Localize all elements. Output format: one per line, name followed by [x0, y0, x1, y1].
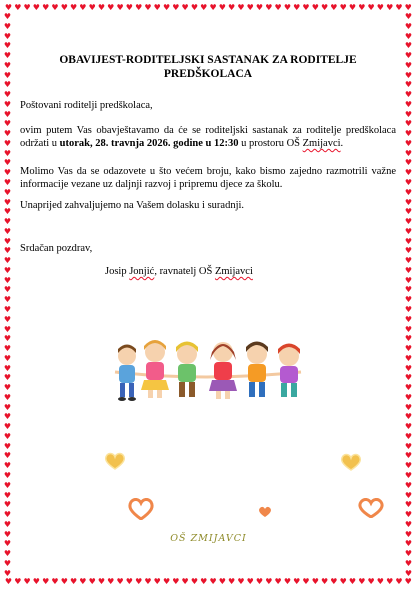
border-heart-icon: ♥	[3, 236, 12, 246]
border-heart-icon: ♥	[404, 519, 413, 529]
border-heart-icon: ♥	[265, 3, 273, 12]
border-heart-icon: ♥	[404, 480, 413, 490]
attendance-paragraph: Molimo Vas da se odazovete u što većem broju, kako bismo zajedno razmotrili važne informacije vezane uz daljnji razvoj i pripremu djece za školu.	[20, 166, 396, 190]
border-heart-icon: ♥	[367, 577, 375, 586]
meeting-text-location: u prostoru OŠ	[238, 138, 303, 149]
border-heart-icon: ♥	[228, 3, 236, 12]
border-heart-icon: ♥	[3, 519, 12, 529]
gold-heart-icon	[340, 453, 362, 471]
border-heart-icon: ♥	[404, 285, 413, 295]
border-heart-icon: ♥	[69, 3, 78, 12]
border-heart-icon: ♥	[404, 490, 413, 500]
meeting-date-time: utorak, 28. travnja 2026. godine u 12:30	[59, 138, 239, 149]
border-heart-icon: ♥	[302, 3, 310, 12]
child-figure	[141, 340, 169, 398]
border-heart-icon: ♥	[153, 577, 161, 586]
meeting-school-name: Zmijavci	[302, 138, 341, 149]
border-heart-icon: ♥	[404, 383, 413, 393]
border-heart-icon: ♥	[14, 3, 22, 12]
signature-role: , ravnatelj OŠ	[154, 266, 215, 277]
border-heart-icon: ♥	[3, 558, 12, 568]
border-heart-icon: ♥	[3, 373, 12, 383]
border-heart-icon: ♥	[395, 3, 403, 12]
border-heart-icon: ♥	[293, 577, 301, 586]
border-heart-icon: ♥	[376, 3, 384, 12]
border-heart-icon: ♥	[404, 412, 413, 422]
border-heart-icon: ♥	[3, 353, 12, 363]
border-heart-icon: ♥	[404, 246, 413, 256]
border-heart-icon: ♥	[3, 314, 12, 324]
border-heart-icon: ♥	[3, 99, 12, 109]
border-heart-icon: ♥	[3, 304, 12, 314]
border-heart-icon: ♥	[404, 217, 413, 227]
border-heart-icon: ♥	[79, 577, 87, 586]
border-heart-icon: ♥	[237, 3, 245, 12]
orange-heart-icon	[358, 498, 384, 518]
border-heart-icon: ♥	[404, 577, 412, 586]
border-heart-icon: ♥	[3, 344, 12, 354]
border-heart-icon: ♥	[3, 80, 12, 90]
border-heart-icon: ♥	[3, 285, 12, 295]
border-heart-icon: ♥	[404, 441, 413, 451]
border-heart-icon: ♥	[404, 187, 413, 197]
border-heart-icon: ♥	[283, 3, 291, 12]
border-heart-icon: ♥	[348, 3, 357, 12]
border-heart-icon: ♥	[144, 577, 152, 586]
gold-heart-icon	[104, 452, 126, 470]
border-heart-icon: ♥	[404, 344, 413, 354]
border-heart-icon: ♥	[386, 577, 394, 586]
border-heart-icon: ♥	[60, 3, 68, 12]
border-heart-icon: ♥	[181, 577, 189, 586]
border-heart-icon: ♥	[404, 539, 413, 549]
border-heart-icon: ♥	[404, 549, 413, 559]
border-heart-icon: ♥	[125, 577, 133, 586]
border-heart-icon: ♥	[116, 577, 124, 586]
border-heart-icon: ♥	[51, 3, 59, 12]
border-heart-icon: ♥	[404, 99, 413, 109]
signature-school: Zmijavci	[214, 266, 253, 277]
border-heart-icon: ♥	[3, 60, 12, 70]
border-heart-icon: ♥	[3, 158, 12, 168]
border-heart-icon: ♥	[255, 577, 264, 586]
heart-border-top	[4, 3, 413, 13]
border-heart-icon: ♥	[3, 197, 12, 207]
border-heart-icon: ♥	[3, 109, 12, 119]
border-heart-icon: ♥	[228, 577, 236, 586]
border-heart-icon: ♥	[321, 3, 329, 12]
border-heart-icon: ♥	[3, 90, 12, 100]
border-heart-icon: ♥	[404, 568, 413, 578]
border-heart-icon: ♥	[97, 3, 106, 12]
border-heart-icon: ♥	[404, 109, 413, 119]
border-heart-icon: ♥	[404, 31, 413, 41]
child-figure	[209, 342, 237, 399]
border-heart-icon: ♥	[32, 3, 40, 12]
border-heart-icon: ♥	[3, 402, 12, 412]
border-heart-icon: ♥	[404, 21, 413, 31]
border-heart-icon: ♥	[404, 402, 413, 412]
border-heart-icon: ♥	[3, 392, 12, 402]
border-heart-icon: ♥	[404, 51, 413, 61]
border-heart-icon: ♥	[51, 577, 59, 586]
border-heart-icon: ♥	[404, 304, 413, 314]
border-heart-icon: ♥	[404, 197, 413, 207]
border-heart-icon: ♥	[404, 158, 413, 168]
border-heart-icon: ♥	[209, 577, 217, 586]
border-heart-icon: ♥	[395, 577, 403, 586]
border-heart-icon: ♥	[404, 178, 413, 188]
border-heart-icon: ♥	[218, 3, 226, 12]
border-heart-icon: ♥	[404, 373, 413, 383]
signature-first-name: Josip	[105, 266, 130, 277]
border-heart-icon: ♥	[3, 41, 12, 51]
border-heart-icon: ♥	[23, 577, 31, 586]
greeting: Poštovani roditelji predškolaca,	[20, 100, 153, 111]
border-heart-icon: ♥	[404, 60, 413, 70]
border-heart-icon: ♥	[283, 577, 291, 586]
child-figure	[118, 345, 136, 402]
border-heart-icon: ♥	[3, 207, 12, 217]
border-heart-icon: ♥	[42, 3, 50, 12]
border-heart-icon: ♥	[3, 461, 12, 471]
border-heart-icon: ♥	[246, 3, 254, 12]
border-heart-icon: ♥	[404, 461, 413, 471]
border-heart-icon: ♥	[404, 90, 413, 100]
border-heart-icon: ♥	[376, 577, 384, 586]
border-heart-icon: ♥	[404, 470, 413, 480]
border-heart-icon: ♥	[404, 12, 413, 21]
border-heart-icon: ♥	[3, 275, 12, 285]
border-heart-icon: ♥	[69, 577, 78, 586]
border-heart-icon: ♥	[404, 168, 413, 178]
border-heart-icon: ♥	[162, 577, 171, 586]
border-heart-icon: ♥	[3, 383, 12, 393]
border-heart-icon: ♥	[3, 51, 12, 61]
border-heart-icon: ♥	[3, 441, 12, 451]
border-heart-icon: ♥	[367, 3, 375, 12]
border-heart-icon: ♥	[404, 275, 413, 285]
signature-surname: Jonjić	[129, 266, 155, 277]
school-stamp-text: OŠ ZMIJAVCI	[170, 533, 247, 544]
border-heart-icon: ♥	[404, 41, 413, 51]
child-figure	[278, 344, 300, 398]
border-heart-icon: ♥	[404, 70, 413, 80]
border-heart-icon: ♥	[302, 577, 310, 586]
border-heart-icon: ♥	[404, 558, 413, 568]
border-heart-icon: ♥	[330, 577, 338, 586]
border-heart-icon: ♥	[135, 3, 143, 12]
border-heart-icon: ♥	[200, 577, 208, 586]
border-heart-icon: ♥	[404, 256, 413, 266]
border-heart-icon: ♥	[3, 138, 12, 148]
heart-border-bottom	[4, 577, 413, 587]
border-heart-icon: ♥	[3, 246, 12, 256]
border-heart-icon: ♥	[3, 31, 12, 41]
border-heart-icon: ♥	[330, 3, 338, 12]
border-heart-icon: ♥	[172, 577, 180, 586]
border-heart-icon: ♥	[321, 577, 329, 586]
border-heart-icon: ♥	[3, 70, 12, 80]
border-heart-icon: ♥	[107, 3, 115, 12]
border-heart-icon: ♥	[209, 3, 217, 12]
border-heart-icon: ♥	[311, 3, 319, 12]
border-heart-icon: ♥	[200, 3, 208, 12]
border-heart-icon: ♥	[42, 577, 50, 586]
border-heart-icon: ♥	[3, 490, 12, 500]
border-heart-icon: ♥	[3, 470, 12, 480]
border-heart-icon: ♥	[3, 549, 12, 559]
border-heart-icon: ♥	[386, 3, 394, 12]
border-heart-icon: ♥	[181, 3, 189, 12]
border-heart-icon: ♥	[404, 226, 413, 236]
border-heart-icon: ♥	[404, 265, 413, 275]
border-heart-icon: ♥	[3, 256, 12, 266]
border-heart-icon: ♥	[404, 295, 413, 305]
border-heart-icon: ♥	[125, 3, 133, 12]
border-heart-icon: ♥	[3, 510, 12, 520]
border-heart-icon: ♥	[3, 431, 12, 441]
border-heart-icon: ♥	[274, 3, 282, 12]
border-heart-icon: ♥	[3, 226, 12, 236]
border-heart-icon: ♥	[265, 577, 273, 586]
border-heart-icon: ♥	[32, 577, 40, 586]
border-heart-icon: ♥	[14, 577, 22, 586]
border-heart-icon: ♥	[404, 314, 413, 324]
border-heart-icon: ♥	[116, 3, 124, 12]
closing-greeting: Srdačan pozdrav,	[20, 243, 93, 254]
border-heart-icon: ♥	[3, 363, 12, 373]
border-heart-icon: ♥	[3, 412, 12, 422]
border-heart-icon: ♥	[274, 577, 282, 586]
border-heart-icon: ♥	[404, 422, 413, 432]
border-heart-icon: ♥	[3, 529, 12, 539]
signature-line	[105, 265, 385, 278]
border-heart-icon: ♥	[88, 3, 96, 12]
border-heart-icon: ♥	[404, 392, 413, 402]
border-heart-icon: ♥	[4, 3, 13, 12]
child-figure	[176, 342, 198, 398]
heart-border-right	[404, 12, 414, 578]
border-heart-icon: ♥	[23, 3, 31, 12]
border-heart-icon: ♥	[97, 577, 106, 586]
border-heart-icon: ♥	[107, 577, 115, 586]
meeting-text-end: .	[340, 138, 344, 149]
border-heart-icon: ♥	[88, 577, 96, 586]
border-heart-icon: ♥	[404, 451, 413, 461]
border-heart-icon: ♥	[3, 480, 12, 490]
border-heart-icon: ♥	[404, 363, 413, 373]
meeting-paragraph	[20, 124, 396, 150]
border-heart-icon: ♥	[3, 539, 12, 549]
border-heart-icon: ♥	[3, 568, 12, 578]
border-heart-icon: ♥	[3, 178, 12, 188]
border-heart-icon: ♥	[218, 577, 226, 586]
border-heart-icon: ♥	[404, 353, 413, 363]
heart-border-left	[3, 12, 13, 578]
border-heart-icon: ♥	[404, 129, 413, 139]
border-heart-icon: ♥	[404, 510, 413, 520]
border-heart-icon: ♥	[404, 3, 412, 12]
border-heart-icon: ♥	[3, 451, 12, 461]
meeting-text-start: ovim putem Vas obavještavamo da će se roditeljski sastanak za roditelje predškolaca održati u	[20, 125, 396, 149]
border-heart-icon: ♥	[162, 3, 171, 12]
border-heart-icon: ♥	[3, 217, 12, 227]
thanks-paragraph: Unaprijed zahvaljujemo na Vašem dolasku i suradnji.	[20, 200, 245, 211]
border-heart-icon: ♥	[404, 207, 413, 217]
border-heart-icon: ♥	[3, 265, 12, 275]
border-heart-icon: ♥	[404, 80, 413, 90]
border-heart-icon: ♥	[404, 500, 413, 510]
border-heart-icon: ♥	[3, 148, 12, 158]
border-heart-icon: ♥	[3, 500, 12, 510]
border-heart-icon: ♥	[348, 577, 357, 586]
border-heart-icon: ♥	[404, 334, 413, 344]
border-heart-icon: ♥	[3, 334, 12, 344]
border-heart-icon: ♥	[3, 21, 12, 31]
border-heart-icon: ♥	[3, 168, 12, 178]
border-heart-icon: ♥	[153, 3, 161, 12]
border-heart-icon: ♥	[358, 3, 366, 12]
border-heart-icon: ♥	[135, 577, 143, 586]
border-heart-icon: ♥	[404, 529, 413, 539]
orange-heart-icon	[128, 498, 154, 520]
orange-heart-icon	[258, 506, 272, 518]
border-heart-icon: ♥	[404, 236, 413, 246]
border-heart-icon: ♥	[190, 3, 199, 12]
border-heart-icon: ♥	[255, 3, 264, 12]
border-heart-icon: ♥	[190, 577, 199, 586]
border-heart-icon: ♥	[293, 3, 301, 12]
border-heart-icon: ♥	[3, 422, 12, 432]
border-heart-icon: ♥	[339, 3, 347, 12]
document-title: OBAVIJEST-RODITELJSKI SASTANAK ZA RODITELJE PREDŠKOLACA	[59, 54, 357, 80]
border-heart-icon: ♥	[404, 324, 413, 334]
border-heart-icon: ♥	[404, 119, 413, 129]
border-heart-icon: ♥	[404, 431, 413, 441]
border-heart-icon: ♥	[3, 129, 12, 139]
border-heart-icon: ♥	[144, 3, 152, 12]
border-heart-icon: ♥	[3, 187, 12, 197]
border-heart-icon: ♥	[172, 3, 180, 12]
border-heart-icon: ♥	[60, 577, 68, 586]
children-holding-hands-illustration	[105, 338, 310, 408]
border-heart-icon: ♥	[404, 138, 413, 148]
border-heart-icon: ♥	[311, 577, 319, 586]
border-heart-icon: ♥	[246, 577, 254, 586]
border-heart-icon: ♥	[4, 577, 13, 586]
border-heart-icon: ♥	[3, 324, 12, 334]
border-heart-icon: ♥	[237, 577, 245, 586]
border-heart-icon: ♥	[3, 119, 12, 129]
border-heart-icon: ♥	[3, 12, 12, 21]
border-heart-icon: ♥	[79, 3, 87, 12]
border-heart-icon: ♥	[339, 577, 347, 586]
child-figure	[246, 342, 268, 398]
border-heart-icon: ♥	[404, 148, 413, 158]
border-heart-icon: ♥	[3, 295, 12, 305]
border-heart-icon: ♥	[358, 577, 366, 586]
